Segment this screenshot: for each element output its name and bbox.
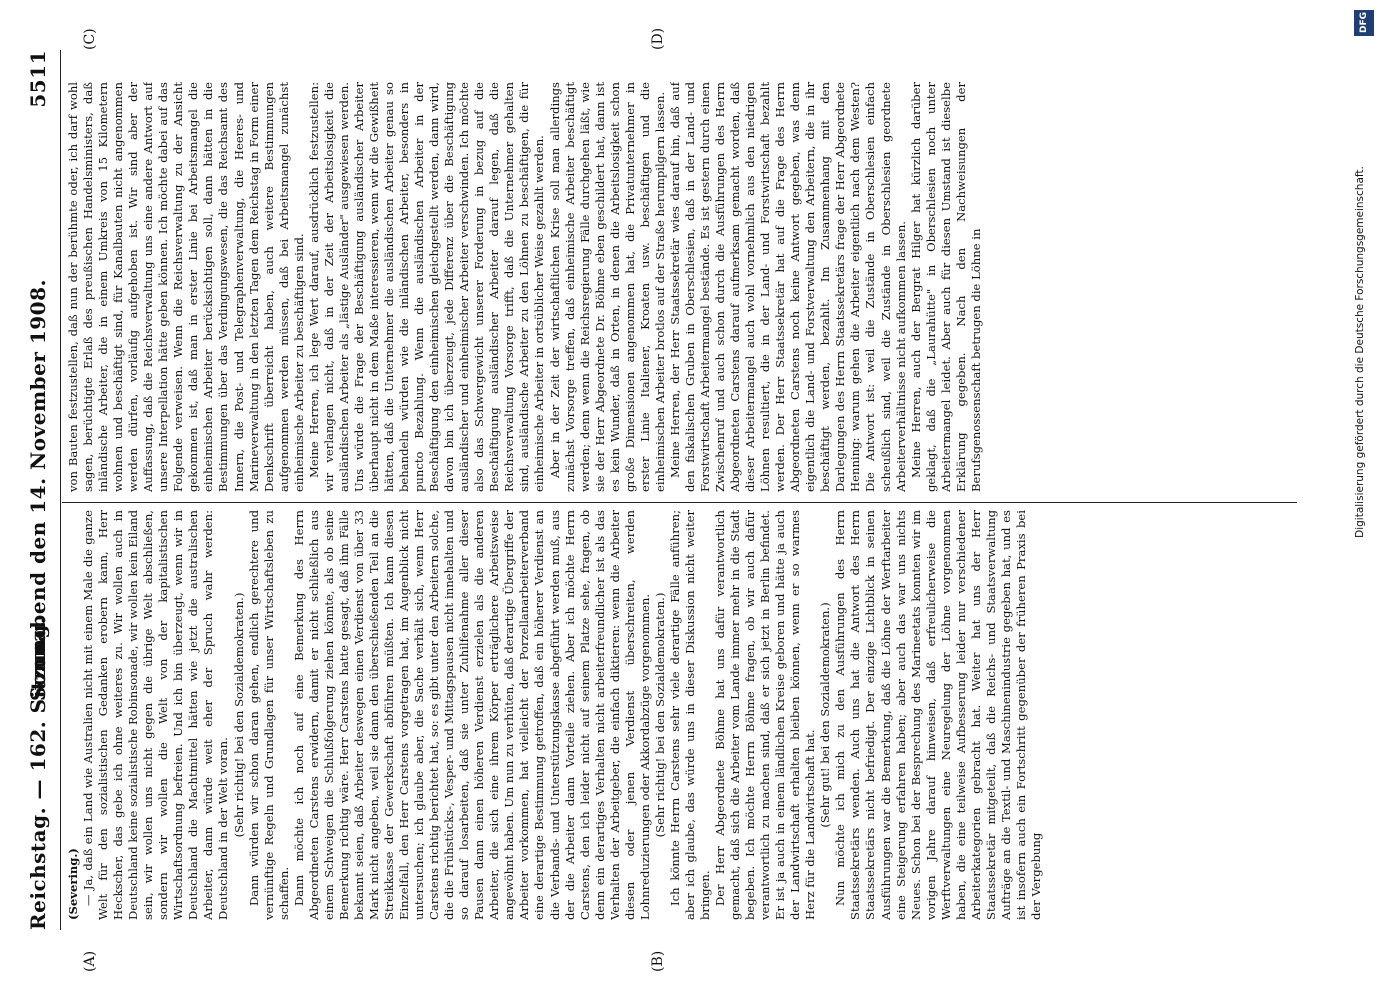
paragraph: Nun möchte ich mich zu den Ausführungen des Herrn Staatssekretärs wenden. Auch uns hat die Antwort des Herrn Staatssekretärs nicht befriedigt. Der einzige Lichtblick in seinen Ausführungen war die Bemerkung, daß die Löhne der Werftarbeiter eine Steigerung erfahren haben; aber auch das war uns nichts Neues. Schon bei der Besprechung des Marineetats konnten wir im vorigen Jahre darauf hinweisen, daß erfreulicherweise die Werftverwaltungen eine Neuregelung der Löhne vorgenommen haben, die eine teilweise Aufbesserung leider nur verschiedener Arbeiterkategorien gebracht hat. Weiter hat uns der Herr Staatssekretär mitgeteilt, daß die Reichs- und Staatsverwaltung Aufträge an die Textil- und Maschinenindustrie gegeben hat, und es ist insofern auch ein Fortschritt gegenüber der früheren Praxis bei der Vergebung (833, 510, 1043, 920)
paragraph: Meine Herren, der Herr Staatssekretär wies darauf hin, daß auf den fiskalischen Gruben in Oberschlesien, daß in der Land- und Forstwirtschaft Arbeitermangel bestände. Es ist gestern durch einen Zwischenruf und auch schon durch die Ausführungen des Herrn Abgeordneten Carstens darauf aufmerksam gemacht worden, daß dieser Arbeitermangel auch wohl vornehmlich aus den niedrigen Löhnen resultiert, die in der Land- und Forstwirtschaft bezahlt werden. Der Herr Staatssekretär hat auf die Frage des Herrn Abgeordneten Carstens noch keine Antwort gegeben, was denn eigentlich die Land- und Forstverwaltung den Arbeitern, die in ihr beschäftigt werden, bezahlt. Im Zusammenhang mit den Darlegungen des Herrn Staatssekretärs frage der Herr Abgeordnete Henning: warum gehen die Arbeiter eigentlich nach dem Westen? Die Antwort ist: weil die Zustände in Oberschlesien einfach scheußlich sind, weil die Zustände in Oberschlesien geordnete Arbeiterverhältnisse nicht aufkommen lassen. (667, 82, 908, 492)
margin-marker-c: (C) (82, 28, 98, 50)
paragraph: Dann würden wir schon daran gehen, endlich gerechtere und vernünftige Regeln und Grundlagen für unser Wirtschaftsleben zu schaffen. (246, 510, 291, 920)
header-rule (60, 50, 61, 930)
margin-marker-d: (D) (650, 27, 666, 50)
running-head (18, 50, 58, 930)
interjection: (Sehr richtig! bei den Sozialdemokraten.) (652, 592, 667, 838)
dfg-credit-text: Digitalisierung gefördert durch die Deutsche Forschungsgemeinschaft. (1354, 166, 1366, 538)
paragraph: Ich könnte Herrn Carstens sehr viele derartige Fälle anführen; aber ich glaube, das würde uns in dieser Diskussion nicht weiter bringen. (667, 510, 712, 920)
dfg-watermark (1353, 8, 1375, 648)
paragraph: — Ja, daß ein Land wie Australien nicht mit einem Male die ganze Welt für den sozialistischen Gedanken erobern kann, Herr Heckscher, das gebe ich ohne weiteres zu. Wir wollen auch in Deutschland keine sozialistische Robinsonade, wir wollen kein Eiland sein, wir wollen uns nicht gegen die übrige Welt abschließen, sondern wir wollen die Welt von der kapitalistischen Wirtschaftsordnung befreien. Und ich bin überzeugt, wenn wir in Deutschland die Machtmittel hätten wie jetzt die australischen Arbeiter, dann würde weit eher der Spruch wahr werden: Deutschland in der Welt voran. (81, 510, 231, 920)
paragraph: Aber in der Zeit der wirtschaftlichen Krise soll man allerdings zunächst Vorsorge treffen, daß einheimische Arbeiter beschäftigt werden; denn wenn die Reichsregierung Fälle durchgehen läßt, wie sie der Herr Abgeordnete Dr. Böhme eben geschildert hat, dann ist es kein Wunder, daß in Orten, in denen die Arbeitslosigkeit schon große Dimensionen angenommen hat, die Privatunternehmer in erster Linie Italiener, Kroaten usw. beschäftigen und die einheimischen Arbeiter brotlos auf der Straße herumpilgern lassen. (547, 82, 667, 492)
paragraph: Der Herr Abgeordnete Böhme hat uns dafür verantwortlich gemacht, daß sich die Arbeiter vom Lande immer mehr in die Stadt begeben. Ich möchte Herrn Böhme fragen, ob wir auch dafür verantwortlich zu machen sind, daß er sich jetzt in Berlin befindet. Er ist ja auch in einem ländlichen Kreise geboren und hätte ja auch der Landwirtschaft erhalten bleiben können, wenn er so warmes Herz für die Landwirtschaft hat. (713, 510, 818, 920)
left-column (66, 510, 1306, 920)
header-date: Sonnabend den 14. November 1908. (26, 279, 50, 701)
margin-marker-a: (A) (82, 950, 98, 972)
paragraph: Dann möchte ich noch auf eine Bemerkung des Herrn Abgeordneten Carstens erwidern, damit er nicht schließlich aus einem Schweigen die Schlußfolgerung ziehen könnte, als ob seine Bemerkung richtig wäre. Herr Carstens hatte gesagt, daß ihm Fälle bekannt seien, daß Arbeiter deswegen einen Verdienst von über 33 Mark nicht angeben, weil sie dann den überschießenden Teil an die Streikkasse der Gewerkschaft abführen müßten. Ich kann diesen Einzelfall, den Herr Carstens vorgetragen hat, im Augenblick nicht untersuchen; ich glaube aber, die Sache verhält sich, wenn Herr Carstens richtig berichtet hat, so: es gibt unter den Arbeitern solche, die die Frühstücks-, Vesper- und Mittagspausen nicht innehalten und so darauf losarbeiten, daß sie unter Zuhilfenahme aller dieser Pausen dann einen höheren Verdienst erzielen als die anderen Arbeiter, die sich eine ihrem Körper erträglichere Arbeitsweise angewöhnt haben. Um nun zu verhüten, daß derartige Übergriffe der Arbeiter vorkommen, hat vielleicht der Porzellanarbeiterverband eine derartige Bestimmung getroffen, daß ein höherer Verdienst an die Verbands- und Unterstützungskasse abgeführt werden muß, aus der die Arbeiter dann Vorteile ziehen. Aber ich möchte Herrn Carstens, den ich leider nicht auf seinem Platze sehe, fragen, ob denn ein derartiges Verhalten nicht arbeiterfreundlicher ist als das Verhalten der Arbeitgeber, die einfach diktieren: wenn die Arbeiter diesen oder jenen Verdienst überschreiten, werden Lohnreduzierungen oder Akkordabzüge vorgenommen. (291, 510, 652, 920)
dfg-logo: DFG (1354, 10, 1374, 36)
header-left: Reichstag. — 162. Sitzung. (26, 616, 50, 930)
paragraph: Meine Herren, auch der Bergrat Hilger hat kürzlich darüber geklagt, daß die „Laurahütte" in Oberschlesien noch unter Arbeitermangel leidet. Aber auch für diesen Umstand ist dieselbe Erklärung gegeben. Nach den Nachweisungen der Berufsgenossenschaft betrugen die Löhne in (908, 82, 983, 492)
page-number: 5511 (26, 50, 50, 108)
paragraph: von Bauten festzustellen, daß nun der berühmte oder, ich darf wohl sagen, berüchtigte Erlaß des preußischen Handelsministers, daß inländische Arbeiter, die in einem Umkreis von 15 Kilometern wohnen und beschäftigt sind, für Kanalbauten nicht angenommen werden dürfen, vorläufig aufgehoben ist. Wir sind aber der Auffassung, daß die Reichsverwaltung uns eine andere Antwort auf unsere Interpellation hätte geben können. Ich möchte dabei auf das Folgende verweisen. Wenn die Reichsverwaltung zu der Ansicht gekommen ist, daß man in erster Linie bei Arbeitsmangel die einheimischen Arbeiter berücksichtigen soll, dann hätten in die Bestimmungen über das Verdingungswesen, die das Reichsamt des Innern, die Post- und Telegraphenverwaltung, die Heeres- und Marineverwaltung in den letzten Tagen dem Reichstag in Form einer Denkschrift überreicht haben, auch weitere Bestimmungen aufgenommen werden müssen, daß bei Arbeitsmangel zunächst einheimische Arbeiter zu beschäftigen sind. (66, 82, 306, 492)
speaker-name: (Severing.) (66, 848, 80, 920)
column-divider (62, 502, 1297, 503)
paragraph: Meine Herren, ich lege Wert darauf, ausdrücklich festzustellen: wir verlangen nicht, daß in der Zeit der Arbeitslosigkeit die ausländischen Arbeiter als „lästige Ausländer" ausgewiesen werden. Uns würde die Frage der Beschäftigung ausländischer Arbeiter überhaupt nicht in dem Maße interessieren, wenn wir die Gewißheit hätten, daß die Unternehmer die ausländischen Arbeiter genau so behandeln würden wie die inländischen Arbeiter, besonders in puncto Bezahlung. Wenn die ausländischen Arbeiter in der Beschäftigung den einheimischen gleichgestellt werden, dann wird, davon bin ich überzeugt, jede Differenz über die Beschäftigung ausländischer und einheimischer Arbeiter verschwinden. Ich möchte also das Schwergewicht unserer Forderung in bezug auf die Beschäftigung ausländischer Arbeiter darauf legen, daß die Reichsverwaltung Vorsorge trifft, daß die Unternehmer gehalten sind, ausländische Arbeiter zu den Löhnen zu beschäftigen, die für einheimische Arbeiter in ortsüblicher Weise gezahlt werden. (306, 82, 547, 492)
right-column (66, 82, 1306, 492)
interjection: (Sehr gut! bei den Sozialdemokraten.) (818, 602, 833, 828)
margin-marker-b: (B) (650, 950, 666, 972)
interjection: (Sehr richtig! bei den Sozialdemokraten.) (231, 592, 246, 838)
